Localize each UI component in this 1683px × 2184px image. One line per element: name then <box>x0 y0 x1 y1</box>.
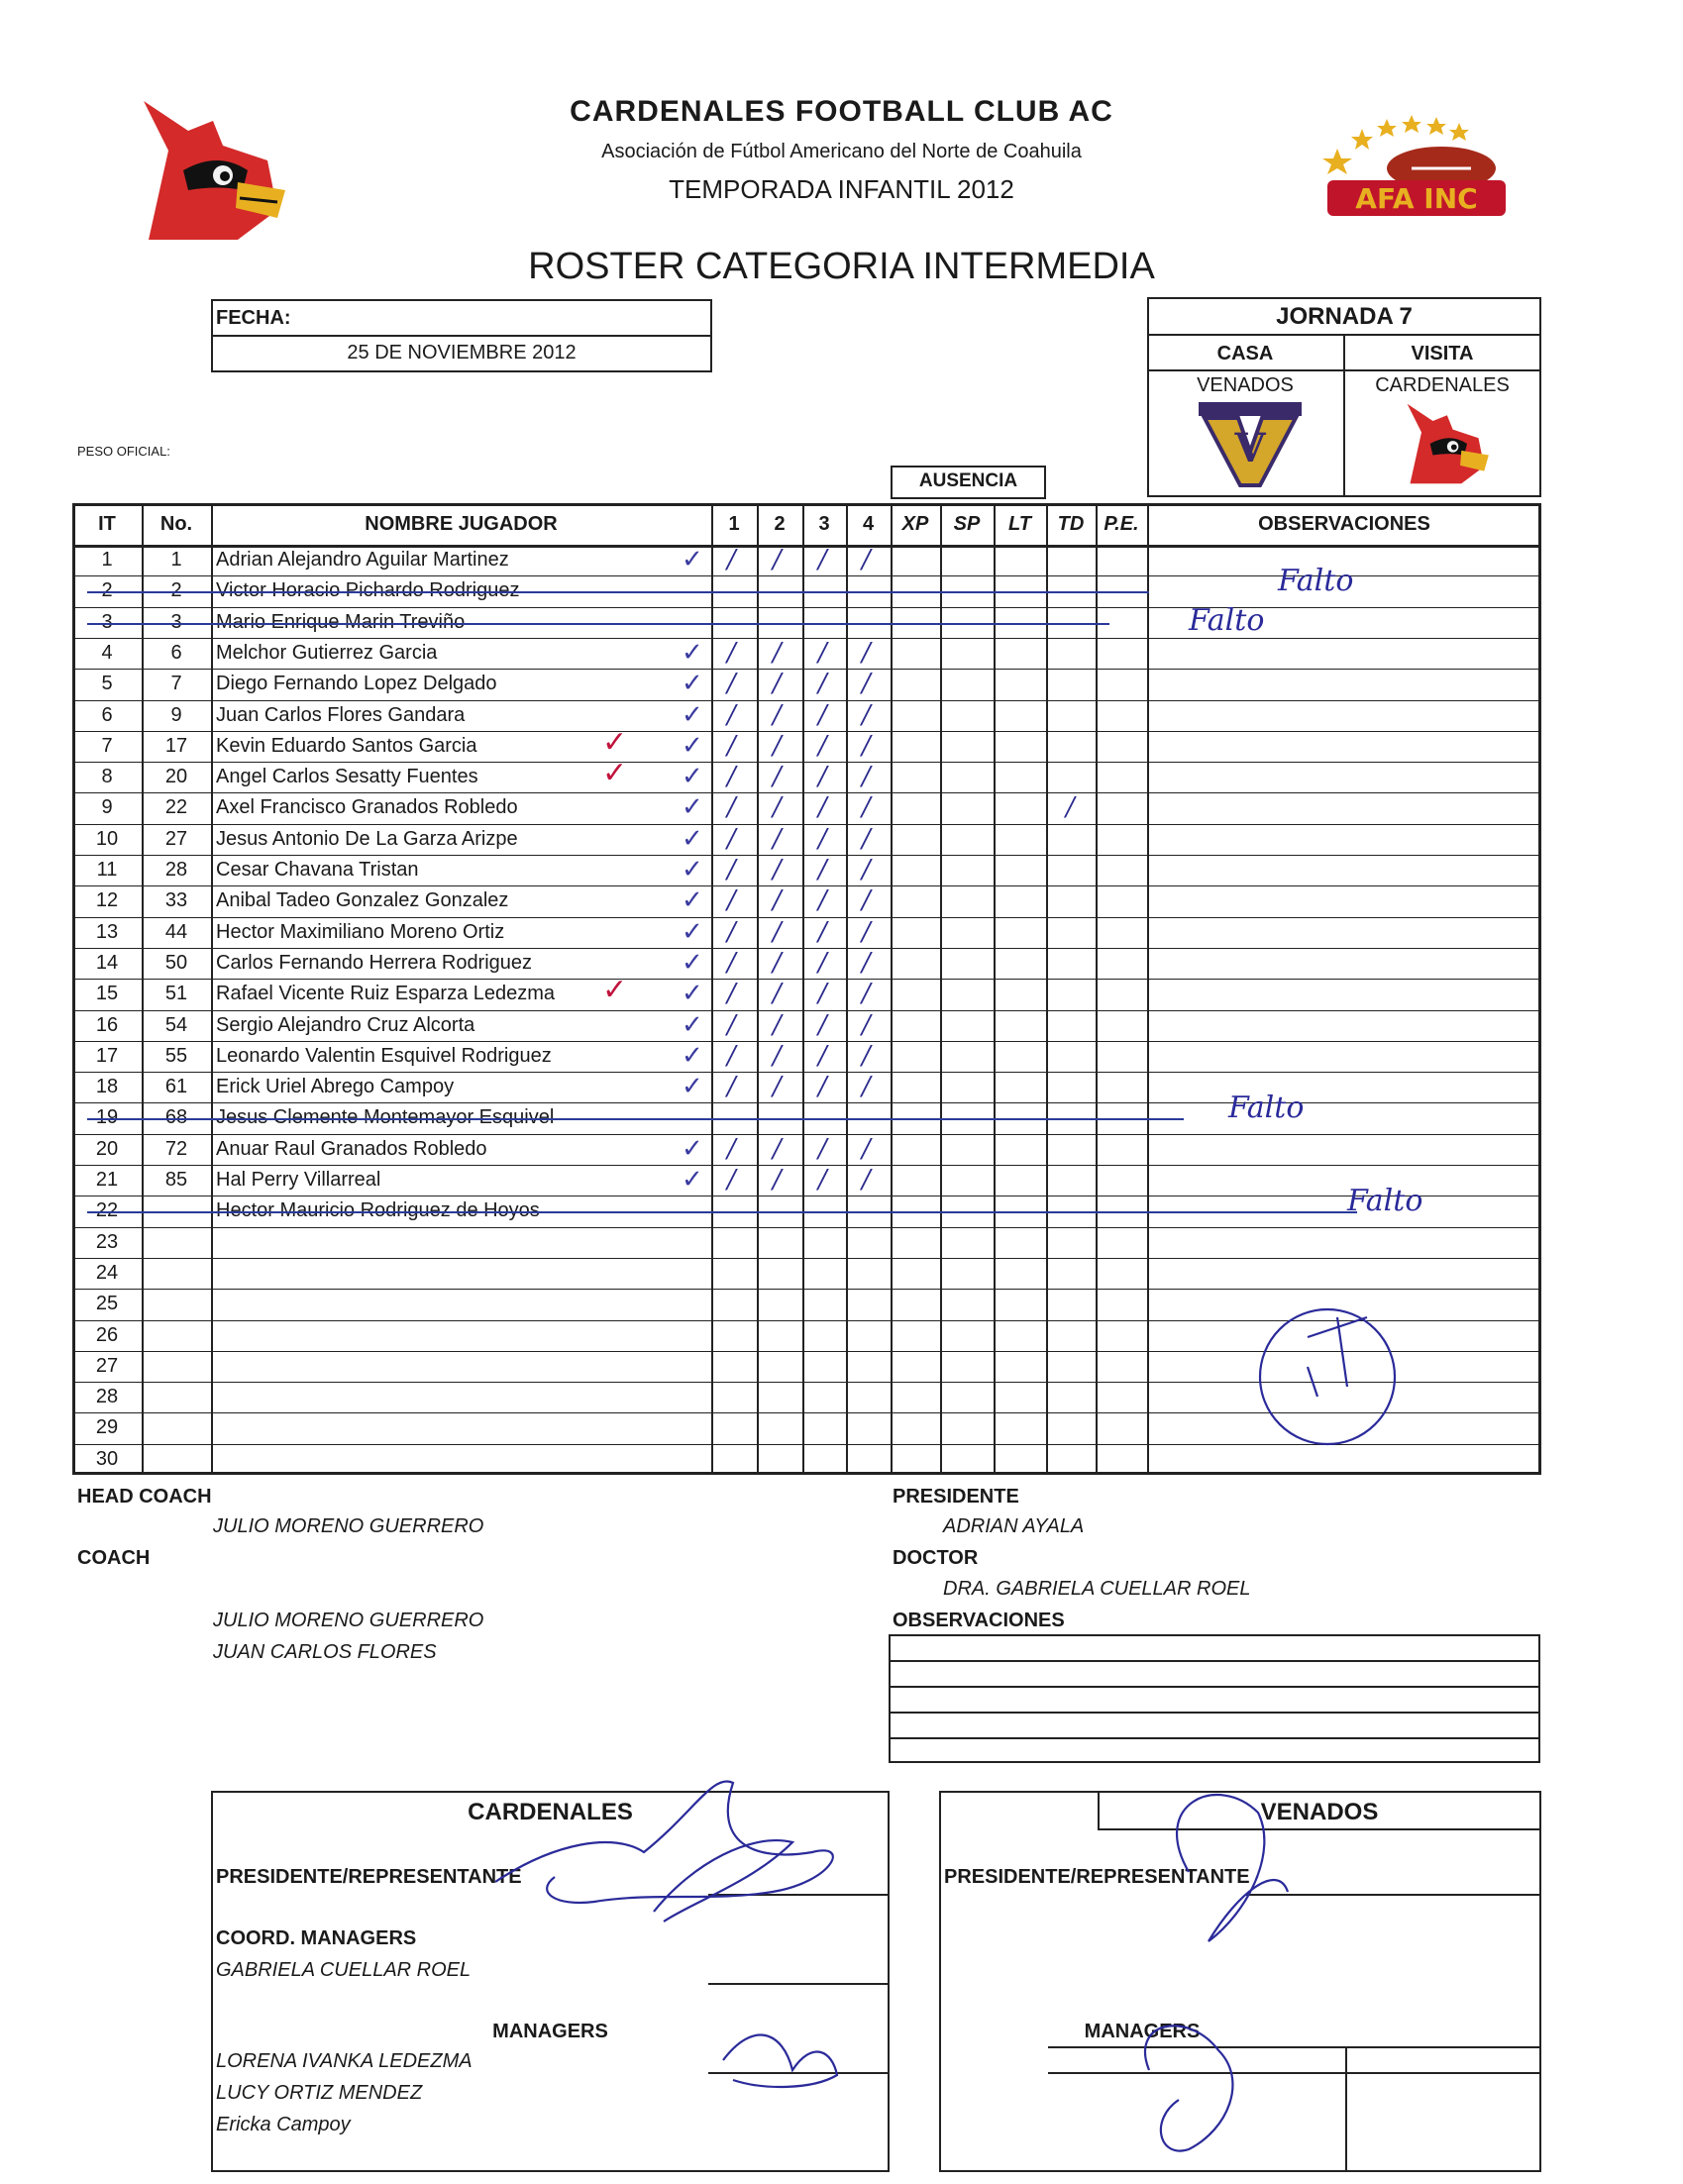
row-it: 29 <box>95 1416 119 1439</box>
row-player-name: Axel Francisco Granados Robledo <box>216 796 518 819</box>
attendance-check-icon: ✓ <box>682 545 703 574</box>
club-name: CARDENALES FOOTBALL CLUB AC <box>570 95 1113 128</box>
column-header-it: IT <box>98 513 116 535</box>
row-player-name: Carlos Fernando Herrera Rodriguez <box>216 951 533 974</box>
attendance-check-icon: ✓ <box>682 1165 703 1195</box>
right-presidente-rep-label: PRESIDENTE/REPRESENTANTE <box>944 1866 1250 1888</box>
association-name: Asociación de Fútbol Americano del Norte de Coahuila <box>601 141 1082 162</box>
column-header-observaciones: OBSERVACIONES <box>1258 513 1430 535</box>
quarter-mark-icon: / <box>773 823 782 854</box>
quarter-mark-icon: / <box>818 979 827 1009</box>
row-player-name: Melchor Gutierrez Garcia <box>216 641 438 664</box>
quarter-mark-icon: / <box>727 637 736 668</box>
quarter-mark-icon: / <box>773 855 782 884</box>
quarter-mark-icon: / <box>727 730 736 761</box>
quarter-mark-icon: / <box>862 792 871 823</box>
row-player-name: Leonardo Valentin Esquivel Rodriguez <box>216 1044 552 1067</box>
row-number: 22 <box>164 796 188 819</box>
quarter-mark-icon: / <box>773 885 782 916</box>
row-number: 54 <box>164 1013 188 1036</box>
red-check-icon: ✓ <box>602 973 628 1008</box>
quarter-mark-icon: / <box>727 979 736 1009</box>
quarter-mark-icon: / <box>862 1072 871 1102</box>
attendance-check-icon: ✓ <box>682 1133 703 1164</box>
row-player-name: Hal Perry Villarreal <box>216 1169 381 1191</box>
row-number: 17 <box>164 734 188 757</box>
row-it: 3 <box>101 610 113 633</box>
row-it: 28 <box>95 1386 119 1408</box>
column-header-s3: 3 <box>818 513 830 535</box>
attendance-check-icon: ✓ <box>682 1072 703 1102</box>
row-number: 33 <box>164 889 188 912</box>
right-managers-label: MANAGERS <box>1084 2021 1201 2042</box>
coord-manager-name: GABRIELA CUELLAR ROEL <box>216 1959 472 1981</box>
quarter-mark-icon: / <box>773 545 782 574</box>
quarter-mark-icon: / <box>862 699 871 730</box>
row-player-name: Jesus Clemente Montemayor Esquivel <box>216 1106 555 1129</box>
quarter-mark-icon: / <box>862 545 871 574</box>
column-header-xp: XP <box>901 513 929 535</box>
quarter-mark-icon: / <box>773 916 782 947</box>
row-player-name: Mario Enrique Marin Treviño <box>216 610 466 633</box>
quarter-mark-icon: / <box>818 885 827 916</box>
row-it: 15 <box>95 983 119 1005</box>
attendance-check-icon: ✓ <box>682 823 703 854</box>
quarter-mark-icon: / <box>818 637 827 668</box>
column-header-no: No. <box>159 513 193 535</box>
attendance-check-icon: ✓ <box>682 979 703 1009</box>
quarter-mark-icon: / <box>818 730 827 761</box>
row-it: 5 <box>101 673 113 695</box>
row-it: 4 <box>101 641 113 664</box>
row-number: 50 <box>164 951 188 974</box>
row-it: 13 <box>95 920 119 943</box>
attendance-check-icon: ✓ <box>682 947 703 978</box>
manager-name-3: Ericka Campoy <box>216 2114 351 2135</box>
coach-name-1: JULIO MORENO GUERRERO <box>213 1610 484 1631</box>
falto-note: Falto <box>1228 1091 1305 1126</box>
row-it: 17 <box>95 1044 119 1067</box>
quarter-mark-icon: / <box>862 1133 871 1164</box>
attendance-check-icon: ✓ <box>682 637 703 668</box>
row-it: 20 <box>95 1137 119 1160</box>
quarter-mark-icon: / <box>818 545 827 574</box>
quarter-mark-icon: / <box>727 823 736 854</box>
quarter-mark-icon: / <box>818 762 827 792</box>
head-coach-name: JULIO MORENO GUERRERO <box>213 1515 484 1537</box>
row-it: 1 <box>101 549 113 571</box>
left-presidente-rep-label: PRESIDENTE/REPRESENTANTE <box>216 1866 522 1888</box>
row-it: 16 <box>95 1013 119 1036</box>
quarter-mark-icon: / <box>773 1165 782 1195</box>
row-number: 44 <box>164 920 188 943</box>
afa-logo-text: AFA INC <box>1355 182 1478 215</box>
quarter-mark-icon: / <box>818 1040 827 1071</box>
row-it: 11 <box>96 859 118 881</box>
manager-name-2: LUCY ORTIZ MENDEZ <box>216 2082 423 2104</box>
column-header-s4: 4 <box>862 513 875 535</box>
quarter-mark-icon: / <box>727 792 736 823</box>
quarter-mark-icon: / <box>727 1133 736 1164</box>
column-header-pe: P.E. <box>1104 513 1139 535</box>
doctor-name: DRA. GABRIELA CUELLAR ROEL <box>943 1578 1251 1600</box>
row-player-name: Angel Carlos Sesatty Fuentes <box>216 766 478 788</box>
presidente-label: PRESIDENTE <box>893 1486 1019 1508</box>
row-it: 14 <box>95 951 119 974</box>
quarter-mark-icon: / <box>773 669 782 699</box>
row-it: 22 <box>95 1199 119 1222</box>
row-player-name: Anibal Tadeo Gonzalez Gonzalez <box>216 889 509 912</box>
attendance-check-icon: ✓ <box>682 1040 703 1071</box>
row-number: 3 <box>170 610 182 633</box>
row-number: 20 <box>164 766 188 788</box>
quarter-mark-icon: / <box>818 823 827 854</box>
quarter-mark-icon: / <box>773 979 782 1009</box>
falto-note: Falto <box>1347 1184 1423 1219</box>
coord-managers-label: COORD. MANAGERS <box>216 1927 417 1949</box>
row-number: 6 <box>170 641 182 664</box>
quarter-mark-icon: / <box>773 1009 782 1040</box>
row-player-name: Hector Maximiliano Moreno Ortiz <box>216 920 505 943</box>
quarter-mark-icon: / <box>862 855 871 884</box>
row-player-name: Sergio Alejandro Cruz Alcorta <box>216 1013 475 1036</box>
quarter-mark-icon: / <box>727 885 736 916</box>
quarter-mark-icon: / <box>773 699 782 730</box>
row-player-name: Kevin Eduardo Santos Garcia <box>216 734 477 757</box>
red-check-icon: ✓ <box>602 756 628 791</box>
row-it: 12 <box>95 889 119 912</box>
quarter-mark-icon: / <box>862 1009 871 1040</box>
column-header-s2: 2 <box>774 513 786 535</box>
quarter-mark-icon: / <box>862 1040 871 1071</box>
quarter-mark-icon: / <box>862 823 871 854</box>
row-player-name: Diego Fernando Lopez Delgado <box>216 673 497 695</box>
quarter-mark-icon: / <box>862 885 871 916</box>
row-number: 1 <box>170 549 182 571</box>
quarter-mark-icon: / <box>727 1165 736 1195</box>
quarter-mark-icon: / <box>773 1072 782 1102</box>
quarter-mark-icon: / <box>773 792 782 823</box>
quarter-mark-icon: / <box>727 916 736 947</box>
quarter-mark-icon: / <box>818 699 827 730</box>
row-it: 6 <box>101 703 113 726</box>
head-coach-label: HEAD COACH <box>77 1486 212 1508</box>
quarter-mark-icon: / <box>773 762 782 792</box>
coach-name-2: JUAN CARLOS FLORES <box>213 1641 437 1663</box>
row-number: 2 <box>170 579 182 602</box>
venados-logo-letter: V <box>1234 425 1266 471</box>
quarter-mark-icon: / <box>818 792 827 823</box>
column-header-lt: LT <box>1008 513 1031 535</box>
fecha-value: 25 DE NOVIEMBRE 2012 <box>347 342 577 364</box>
row-number: 68 <box>164 1106 188 1129</box>
fecha-label: FECHA: <box>216 307 291 329</box>
quarter-mark-icon: / <box>862 947 871 978</box>
coach-label: COACH <box>77 1547 151 1569</box>
row-number: 61 <box>164 1076 188 1098</box>
row-it: 2 <box>101 579 113 602</box>
attendance-check-icon: ✓ <box>682 699 703 730</box>
quarter-mark-icon: / <box>818 947 827 978</box>
right-team-label: VENADOS <box>1260 1799 1379 1825</box>
column-header-sp: SP <box>953 513 981 535</box>
row-it: 9 <box>101 796 113 819</box>
falto-note: Falto <box>1189 602 1265 638</box>
quarter-mark-icon: / <box>862 1165 871 1195</box>
quarter-mark-icon: / <box>727 699 736 730</box>
attendance-check-icon: ✓ <box>682 1009 703 1040</box>
quarter-mark-icon: / <box>727 1072 736 1102</box>
quarter-mark-icon: / <box>818 1072 827 1102</box>
attendance-check-icon: ✓ <box>682 916 703 947</box>
row-player-name: Cesar Chavana Tristan <box>216 859 419 881</box>
attendance-check-icon: ✓ <box>682 855 703 884</box>
casa-label: CASA <box>1216 343 1274 364</box>
jornada-title: JORNADA 7 <box>1276 303 1413 330</box>
row-player-name: Victor Horacio Pichardo Rodriguez <box>216 579 520 602</box>
quarter-mark-icon: / <box>862 669 871 699</box>
left-team-label: CARDENALES <box>468 1799 633 1825</box>
column-header-td: TD <box>1057 513 1085 535</box>
quarter-mark-icon: / <box>773 1133 782 1164</box>
peso-oficial-label: PESO OFICIAL: <box>77 444 170 459</box>
column-header-nombre: NOMBRE JUGADOR <box>365 513 558 535</box>
row-player-name: Erick Uriel Abrego Campoy <box>216 1076 455 1098</box>
attendance-check-icon: ✓ <box>682 730 703 761</box>
quarter-mark-icon: / <box>862 637 871 668</box>
quarter-mark-icon: / <box>727 545 736 574</box>
quarter-mark-icon: / <box>862 762 871 792</box>
row-player-name: Jesus Antonio De La Garza Arizpe <box>216 827 518 850</box>
falto-note: Falto <box>1278 564 1354 599</box>
row-player-name: Hector Mauricio Rodriguez de Hoyos <box>216 1199 540 1222</box>
quarter-mark-icon: / <box>862 916 871 947</box>
row-player-name: Juan Carlos Flores Gandara <box>216 703 466 726</box>
casa-team: VENADOS <box>1197 374 1294 396</box>
quarter-mark-icon: / <box>818 669 827 699</box>
presidente-name: ADRIAN AYALA <box>943 1515 1085 1537</box>
row-it: 10 <box>95 827 119 850</box>
roster-title: ROSTER CATEGORIA INTERMEDIA <box>528 246 1155 287</box>
quarter-mark-icon: / <box>727 855 736 884</box>
quarter-mark-icon: / <box>818 1133 827 1164</box>
visita-label: VISITA <box>1411 343 1474 364</box>
row-player-name: Rafael Vicente Ruiz Esparza Ledezma <box>216 983 556 1005</box>
quarter-mark-icon: / <box>818 916 827 947</box>
doctor-label: DOCTOR <box>893 1547 979 1569</box>
quarter-mark-icon: / <box>862 730 871 761</box>
quarter-mark-icon: / <box>818 1165 827 1195</box>
quarter-mark-icon: / <box>862 979 871 1009</box>
td-mark-icon: / <box>1066 792 1075 823</box>
row-number: 28 <box>164 859 188 881</box>
quarter-mark-icon: / <box>773 730 782 761</box>
row-number: 9 <box>170 703 182 726</box>
manager-name-1: LORENA IVANKA LEDEZMA <box>216 2050 473 2072</box>
row-it: 19 <box>95 1106 119 1129</box>
attendance-check-icon: ✓ <box>682 885 703 916</box>
season-title: TEMPORADA INFANTIL 2012 <box>669 174 1014 204</box>
ausencia-label: AUSENCIA <box>918 470 1018 491</box>
quarter-mark-icon: / <box>773 947 782 978</box>
row-number: 55 <box>164 1044 188 1067</box>
row-it: 21 <box>95 1169 119 1191</box>
observaciones-label: OBSERVACIONES <box>893 1610 1065 1631</box>
left-managers-label: MANAGERS <box>492 2021 608 2042</box>
quarter-mark-icon: / <box>727 947 736 978</box>
quarter-mark-icon: / <box>773 637 782 668</box>
row-it: 8 <box>101 766 113 788</box>
row-number: 27 <box>164 827 188 850</box>
attendance-check-icon: ✓ <box>682 792 703 823</box>
quarter-mark-icon: / <box>818 1009 827 1040</box>
row-it: 25 <box>95 1293 119 1315</box>
row-it: 26 <box>95 1323 119 1346</box>
row-player-name: Adrian Alejandro Aguilar Martinez <box>216 549 509 571</box>
row-number: 72 <box>164 1137 188 1160</box>
column-header-s1: 1 <box>728 513 740 535</box>
quarter-mark-icon: / <box>773 1040 782 1071</box>
quarter-mark-icon: / <box>727 669 736 699</box>
row-player-name: Anuar Raul Granados Robledo <box>216 1137 487 1160</box>
quarter-mark-icon: / <box>727 1009 736 1040</box>
attendance-check-icon: ✓ <box>682 762 703 792</box>
row-it: 24 <box>95 1261 119 1284</box>
row-number: 51 <box>164 983 188 1005</box>
row-number: 85 <box>164 1169 188 1191</box>
quarter-mark-icon: / <box>727 1040 736 1071</box>
quarter-mark-icon: / <box>818 855 827 884</box>
row-it: 18 <box>95 1076 119 1098</box>
quarter-mark-icon: / <box>727 762 736 792</box>
visita-team: CARDENALES <box>1375 374 1510 396</box>
row-it: 30 <box>95 1447 119 1470</box>
row-it: 7 <box>101 734 113 757</box>
red-check-icon: ✓ <box>602 724 628 760</box>
attendance-check-icon: ✓ <box>682 669 703 699</box>
row-it: 27 <box>95 1354 119 1377</box>
row-number: 7 <box>170 673 182 695</box>
row-it: 23 <box>95 1230 119 1253</box>
